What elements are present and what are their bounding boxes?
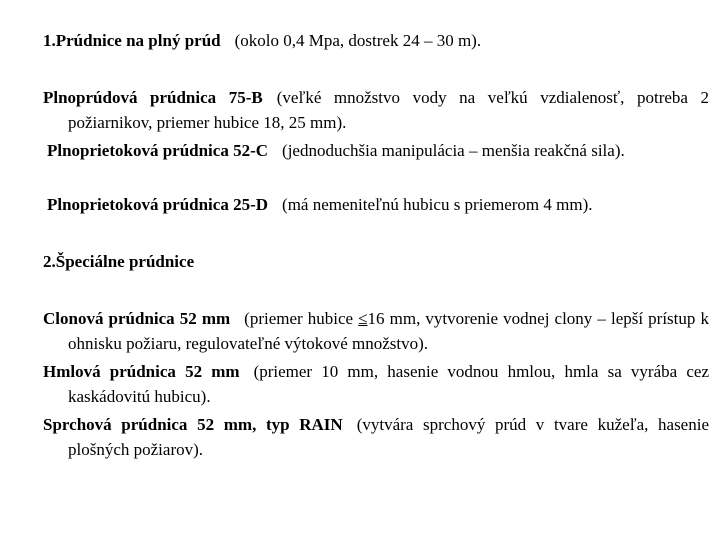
nozzle-item-desc: (má nemeniteľnú hubicu s priemerom 4 mm). (282, 195, 593, 214)
nozzle-item-name: Sprchová prúdnica 52 mm, typ RAIN (43, 415, 343, 434)
section1-heading-line (43, 28, 709, 53)
nozzle-item-hmlova (43, 359, 709, 409)
nozzle-item-name: Hmlová prúdnica 52 mm (43, 362, 240, 381)
nozzle-item-name: Plnoprietoková prúdnica 52-C (47, 141, 269, 160)
section1-heading-note: (okolo 0,4 Mpa, dostrek 24 – 30 m). (234, 31, 482, 50)
nozzle-item-clonova (43, 306, 709, 356)
nozzle-item-name: Plnoprúdová prúdnica 75-B (43, 88, 263, 107)
nozzle-item-75b (43, 85, 709, 135)
nozzle-item-name: Clonová prúdnica 52 mm (43, 309, 231, 328)
nozzle-item-desc-after: 16 mm, vytvorenie vodnej clony – lepší prístup k ohnisku požiaru, regulovateľné výtokové množstvo). (68, 309, 709, 353)
section2-heading-line (43, 249, 709, 274)
nozzle-item-desc-before: (priemer hubice (244, 309, 359, 328)
section2-heading: 2.Špeciálne prúdnice (43, 252, 195, 271)
nozzle-item-desc: (vytvára sprchový prúd v tvare kužeľa, hasenie plošných požiarov). (68, 415, 709, 459)
nozzle-item-name: Plnoprietoková prúdnica 25-D (47, 195, 269, 214)
nozzle-item-desc: (jednoduchšia manipulácia – menšia reakčná sila). (282, 141, 625, 160)
nozzle-item-sprchova (43, 412, 709, 462)
nozzle-item-52c (47, 138, 709, 163)
nozzle-item-desc: (veľké množstvo vody na veľkú vzdialenosť, potreba 2 požiarnikov, priemer hubice 18, 25 mm). (68, 88, 709, 132)
nozzle-item-25d (47, 192, 713, 217)
section1-heading: 1.Prúdnice na plný prúd (43, 31, 221, 50)
less-or-equal-symbol: ≤ (358, 309, 368, 328)
nozzle-item-desc: (priemer 10 mm, hasenie vodnou hmlou, hmla sa vyrába cez kaskádovitú hubicu). (68, 362, 709, 406)
